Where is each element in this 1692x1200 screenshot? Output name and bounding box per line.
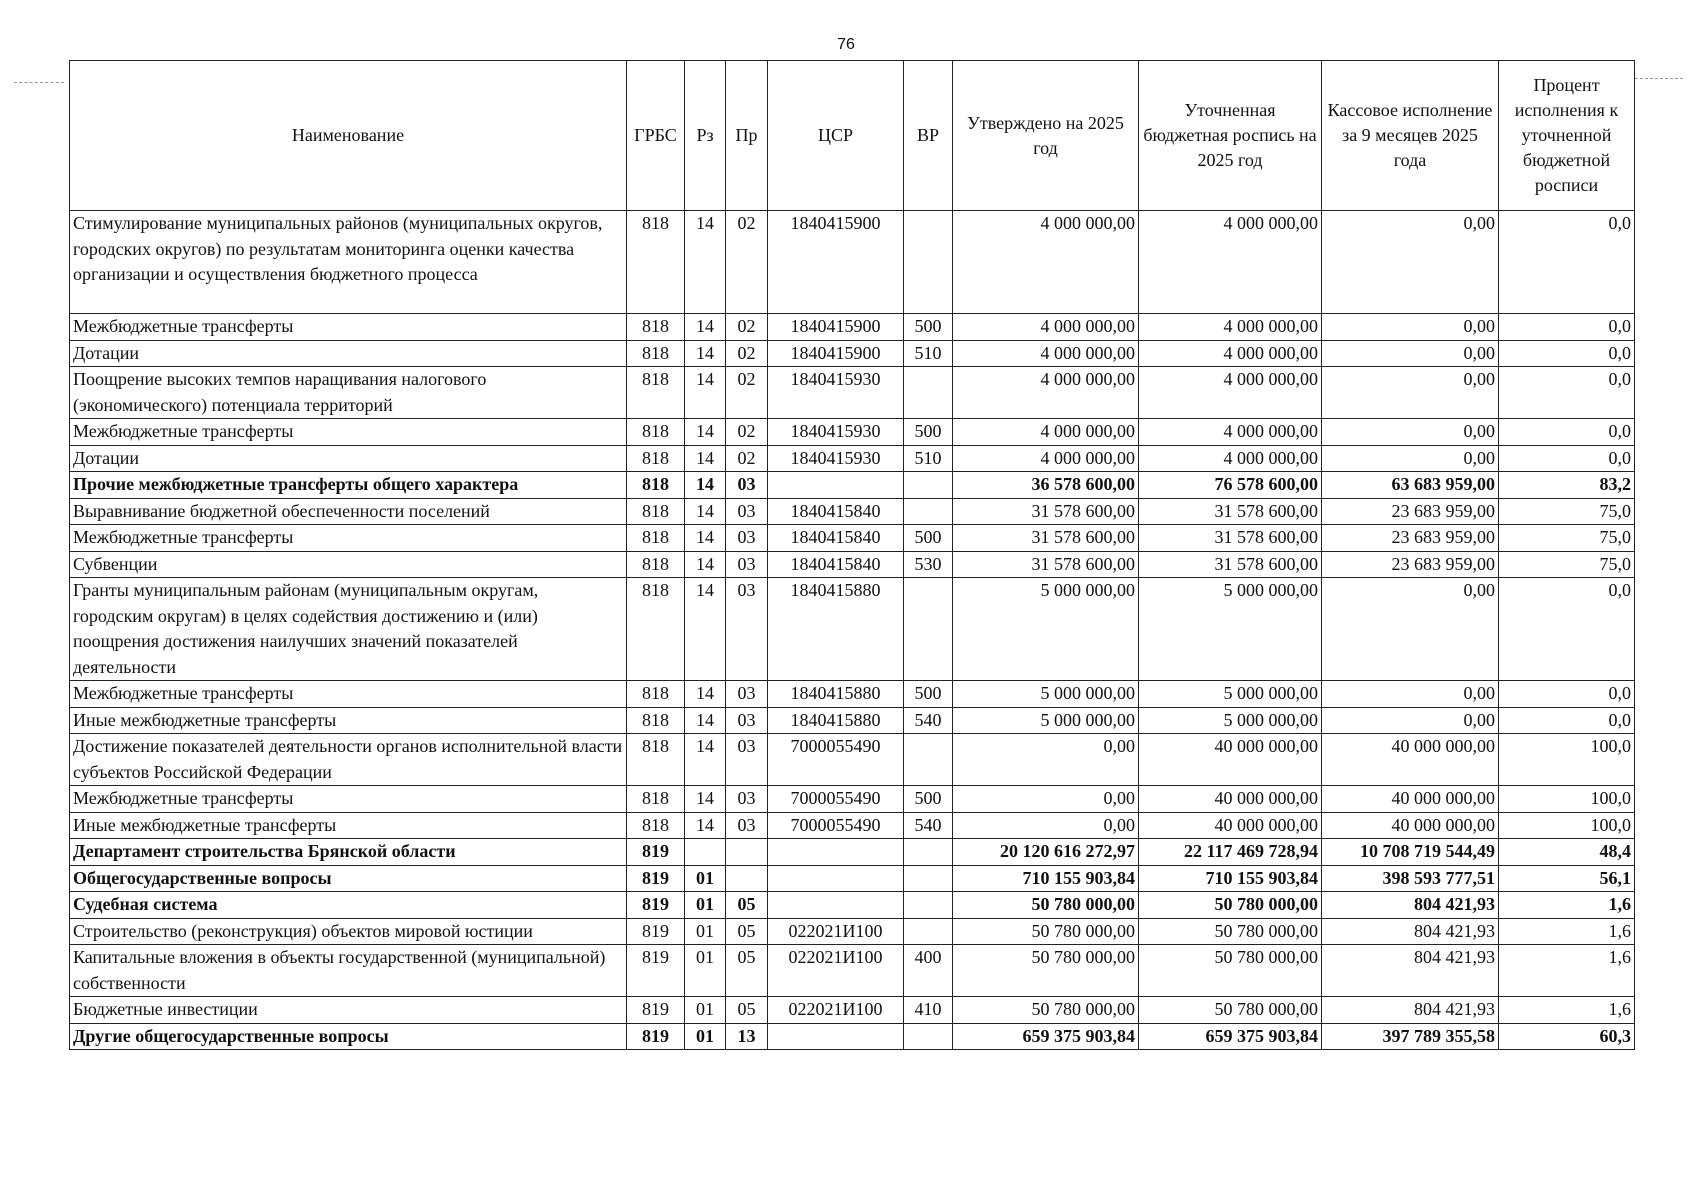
cell-refined: 22 117 469 728,94 xyxy=(1139,839,1322,866)
cell-percent: 75,0 xyxy=(1499,525,1635,552)
cell-cash: 804 421,93 xyxy=(1322,892,1499,919)
page-number: 76 xyxy=(837,36,855,53)
cell-approved: 20 120 616 272,97 xyxy=(953,839,1139,866)
cell-vr: 500 xyxy=(904,525,953,552)
cell-cash: 40 000 000,00 xyxy=(1322,734,1499,786)
cell-vr xyxy=(904,892,953,919)
cell-rz: 14 xyxy=(685,498,726,525)
table-header-row xyxy=(70,61,1635,211)
cell-pr: 02 xyxy=(726,367,768,419)
scan-mark xyxy=(1635,78,1683,80)
cell-refined: 4 000 000,00 xyxy=(1139,367,1322,419)
cell-rz: 01 xyxy=(685,918,726,945)
cell-grbs: 819 xyxy=(627,1023,685,1050)
cell-percent: 0,0 xyxy=(1499,681,1635,708)
cell-rz: 14 xyxy=(685,681,726,708)
cell-cash: 0,00 xyxy=(1322,578,1499,681)
cell-pr: 13 xyxy=(726,1023,768,1050)
cell-csr: 7000055490 xyxy=(768,786,904,813)
cell-csr: 7000055490 xyxy=(768,734,904,786)
cell-pr: 02 xyxy=(726,419,768,446)
cell-refined: 50 780 000,00 xyxy=(1139,945,1322,997)
header-percent: Процент исполнения к уточненной бюджетной росписи xyxy=(1499,61,1635,211)
cell-grbs: 819 xyxy=(627,997,685,1024)
cell-cash: 0,00 xyxy=(1322,445,1499,472)
header-csr: ЦСР xyxy=(768,61,904,211)
cell-vr xyxy=(904,367,953,419)
cell-refined: 659 375 903,84 xyxy=(1139,1023,1322,1050)
cell-grbs: 818 xyxy=(627,525,685,552)
cell-pr: 03 xyxy=(726,551,768,578)
table-row xyxy=(70,892,1635,919)
cell-rz: 14 xyxy=(685,707,726,734)
cell-percent: 0,0 xyxy=(1499,367,1635,419)
header-approved: Утверждено на 2025 год xyxy=(953,61,1139,211)
cell-vr: 500 xyxy=(904,314,953,341)
table-row xyxy=(70,314,1635,341)
cell-refined: 40 000 000,00 xyxy=(1139,786,1322,813)
header-name: Наименование xyxy=(70,61,627,211)
cell-vr: 500 xyxy=(904,786,953,813)
cell-refined: 40 000 000,00 xyxy=(1139,812,1322,839)
cell-grbs: 818 xyxy=(627,707,685,734)
cell-pr: 03 xyxy=(726,498,768,525)
cell-grbs: 818 xyxy=(627,786,685,813)
cell-pr: 02 xyxy=(726,211,768,314)
header-cash: Кассовое исполнение за 9 месяцев 2025 года xyxy=(1322,61,1499,211)
cell-name: Межбюджетные трансферты xyxy=(70,786,627,813)
cell-csr: 022021И100 xyxy=(768,997,904,1024)
cell-approved: 50 780 000,00 xyxy=(953,997,1139,1024)
cell-cash: 0,00 xyxy=(1322,707,1499,734)
cell-name: Субвенции xyxy=(70,551,627,578)
cell-csr: 1840415900 xyxy=(768,314,904,341)
cell-percent: 75,0 xyxy=(1499,498,1635,525)
cell-csr xyxy=(768,865,904,892)
cell-csr: 1840415840 xyxy=(768,525,904,552)
table-row xyxy=(70,525,1635,552)
cell-rz: 01 xyxy=(685,892,726,919)
cell-pr: 05 xyxy=(726,997,768,1024)
cell-refined: 4 000 000,00 xyxy=(1139,314,1322,341)
cell-pr: 05 xyxy=(726,945,768,997)
cell-approved: 0,00 xyxy=(953,734,1139,786)
table-row xyxy=(70,865,1635,892)
cell-name: Иные межбюджетные трансферты xyxy=(70,707,627,734)
cell-rz: 14 xyxy=(685,786,726,813)
cell-vr: 530 xyxy=(904,551,953,578)
cell-vr: 410 xyxy=(904,997,953,1024)
table-row xyxy=(70,918,1635,945)
cell-vr: 500 xyxy=(904,681,953,708)
cell-percent: 1,6 xyxy=(1499,997,1635,1024)
cell-percent: 1,6 xyxy=(1499,945,1635,997)
cell-name: Прочие межбюджетные трансферты общего характера xyxy=(70,472,627,499)
cell-approved: 4 000 000,00 xyxy=(953,445,1139,472)
cell-rz: 14 xyxy=(685,472,726,499)
cell-grbs: 819 xyxy=(627,918,685,945)
cell-vr: 510 xyxy=(904,445,953,472)
cell-cash: 23 683 959,00 xyxy=(1322,498,1499,525)
table-row xyxy=(70,367,1635,419)
cell-grbs: 818 xyxy=(627,498,685,525)
cell-cash: 397 789 355,58 xyxy=(1322,1023,1499,1050)
cell-name: Иные межбюджетные трансферты xyxy=(70,812,627,839)
cell-csr xyxy=(768,839,904,866)
cell-pr: 02 xyxy=(726,445,768,472)
cell-refined: 50 780 000,00 xyxy=(1139,997,1322,1024)
cell-refined: 710 155 903,84 xyxy=(1139,865,1322,892)
cell-refined: 5 000 000,00 xyxy=(1139,578,1322,681)
cell-vr: 540 xyxy=(904,812,953,839)
cell-rz: 01 xyxy=(685,945,726,997)
cell-percent: 100,0 xyxy=(1499,786,1635,813)
cell-pr: 03 xyxy=(726,812,768,839)
cell-pr: 02 xyxy=(726,340,768,367)
cell-csr: 1840415930 xyxy=(768,419,904,446)
cell-refined: 50 780 000,00 xyxy=(1139,892,1322,919)
cell-percent: 100,0 xyxy=(1499,734,1635,786)
cell-approved: 0,00 xyxy=(953,812,1139,839)
cell-rz: 14 xyxy=(685,812,726,839)
budget-table xyxy=(69,60,1635,1050)
cell-csr: 1840415880 xyxy=(768,681,904,708)
cell-csr: 1840415880 xyxy=(768,707,904,734)
cell-grbs: 819 xyxy=(627,892,685,919)
cell-rz: 14 xyxy=(685,314,726,341)
cell-percent: 75,0 xyxy=(1499,551,1635,578)
cell-approved: 5 000 000,00 xyxy=(953,681,1139,708)
table-row xyxy=(70,551,1635,578)
cell-pr: 03 xyxy=(726,681,768,708)
cell-approved: 0,00 xyxy=(953,786,1139,813)
cell-cash: 804 421,93 xyxy=(1322,918,1499,945)
cell-refined: 31 578 600,00 xyxy=(1139,551,1322,578)
cell-cash: 398 593 777,51 xyxy=(1322,865,1499,892)
cell-grbs: 818 xyxy=(627,340,685,367)
cell-cash: 40 000 000,00 xyxy=(1322,812,1499,839)
cell-percent: 0,0 xyxy=(1499,578,1635,681)
cell-csr: 1840415840 xyxy=(768,498,904,525)
cell-cash: 0,00 xyxy=(1322,211,1499,314)
cell-rz xyxy=(685,839,726,866)
cell-cash: 0,00 xyxy=(1322,419,1499,446)
cell-approved: 659 375 903,84 xyxy=(953,1023,1139,1050)
cell-grbs: 818 xyxy=(627,812,685,839)
cell-csr: 1840415900 xyxy=(768,211,904,314)
cell-csr: 022021И100 xyxy=(768,918,904,945)
cell-rz: 14 xyxy=(685,445,726,472)
cell-cash: 804 421,93 xyxy=(1322,945,1499,997)
cell-name: Стимулирование муниципальных районов (муниципальных округов, городских округов) по результатам мониторинга оценки качества организации и осуществления бюджетного процесса xyxy=(70,211,627,314)
cell-vr: 540 xyxy=(904,707,953,734)
cell-percent: 0,0 xyxy=(1499,445,1635,472)
cell-csr: 1840415880 xyxy=(768,578,904,681)
cell-percent: 1,6 xyxy=(1499,918,1635,945)
cell-refined: 4 000 000,00 xyxy=(1139,419,1322,446)
cell-name: Межбюджетные трансферты xyxy=(70,314,627,341)
cell-rz: 14 xyxy=(685,551,726,578)
cell-csr: 1840415840 xyxy=(768,551,904,578)
cell-percent: 83,2 xyxy=(1499,472,1635,499)
cell-pr xyxy=(726,839,768,866)
cell-approved: 31 578 600,00 xyxy=(953,551,1139,578)
header-vr: ВР xyxy=(904,61,953,211)
cell-name: Строительство (реконструкция) объектов мировой юстиции xyxy=(70,918,627,945)
cell-rz: 14 xyxy=(685,734,726,786)
cell-pr: 03 xyxy=(726,578,768,681)
table-row xyxy=(70,340,1635,367)
cell-name: Бюджетные инвестиции xyxy=(70,997,627,1024)
cell-rz: 14 xyxy=(685,211,726,314)
cell-pr: 03 xyxy=(726,734,768,786)
cell-name: Дотации xyxy=(70,340,627,367)
cell-approved: 4 000 000,00 xyxy=(953,211,1139,314)
cell-grbs: 818 xyxy=(627,211,685,314)
cell-percent: 48,4 xyxy=(1499,839,1635,866)
cell-rz: 01 xyxy=(685,1023,726,1050)
cell-cash: 63 683 959,00 xyxy=(1322,472,1499,499)
cell-percent: 0,0 xyxy=(1499,707,1635,734)
cell-refined: 4 000 000,00 xyxy=(1139,445,1322,472)
table-row xyxy=(70,1023,1635,1050)
cell-vr xyxy=(904,734,953,786)
cell-csr: 1840415900 xyxy=(768,340,904,367)
cell-name: Межбюджетные трансферты xyxy=(70,681,627,708)
cell-approved: 5 000 000,00 xyxy=(953,707,1139,734)
cell-name: Департамент строительства Брянской области xyxy=(70,839,627,866)
table-row xyxy=(70,707,1635,734)
cell-vr xyxy=(904,472,953,499)
cell-grbs: 818 xyxy=(627,419,685,446)
cell-csr: 7000055490 xyxy=(768,812,904,839)
cell-refined: 50 780 000,00 xyxy=(1139,918,1322,945)
cell-vr xyxy=(904,498,953,525)
cell-approved: 710 155 903,84 xyxy=(953,865,1139,892)
cell-cash: 23 683 959,00 xyxy=(1322,525,1499,552)
header-rz: Рз xyxy=(685,61,726,211)
cell-pr: 02 xyxy=(726,314,768,341)
cell-rz: 01 xyxy=(685,865,726,892)
cell-approved: 50 780 000,00 xyxy=(953,918,1139,945)
cell-pr: 03 xyxy=(726,707,768,734)
cell-grbs: 818 xyxy=(627,681,685,708)
cell-grbs: 818 xyxy=(627,445,685,472)
cell-refined: 31 578 600,00 xyxy=(1139,525,1322,552)
cell-name: Дотации xyxy=(70,445,627,472)
cell-csr: 1840415930 xyxy=(768,445,904,472)
cell-vr: 500 xyxy=(904,419,953,446)
cell-percent: 0,0 xyxy=(1499,419,1635,446)
table-row xyxy=(70,211,1635,314)
cell-csr: 022021И100 xyxy=(768,945,904,997)
table-row xyxy=(70,997,1635,1024)
cell-grbs: 819 xyxy=(627,865,685,892)
table-row xyxy=(70,578,1635,681)
cell-cash: 23 683 959,00 xyxy=(1322,551,1499,578)
cell-pr xyxy=(726,865,768,892)
table-row xyxy=(70,472,1635,499)
cell-refined: 4 000 000,00 xyxy=(1139,211,1322,314)
cell-csr xyxy=(768,1023,904,1050)
cell-approved: 4 000 000,00 xyxy=(953,367,1139,419)
cell-cash: 804 421,93 xyxy=(1322,997,1499,1024)
cell-approved: 50 780 000,00 xyxy=(953,945,1139,997)
cell-grbs: 818 xyxy=(627,551,685,578)
cell-percent: 0,0 xyxy=(1499,211,1635,314)
cell-rz: 14 xyxy=(685,525,726,552)
cell-name: Общегосударственные вопросы xyxy=(70,865,627,892)
cell-name: Выравнивание бюджетной обеспеченности поселений xyxy=(70,498,627,525)
cell-name: Межбюджетные трансферты xyxy=(70,419,627,446)
cell-percent: 100,0 xyxy=(1499,812,1635,839)
cell-grbs: 819 xyxy=(627,945,685,997)
cell-percent: 1,6 xyxy=(1499,892,1635,919)
cell-cash: 0,00 xyxy=(1322,367,1499,419)
table-row xyxy=(70,734,1635,786)
cell-name: Судебная система xyxy=(70,892,627,919)
table-row xyxy=(70,681,1635,708)
cell-grbs: 818 xyxy=(627,314,685,341)
cell-grbs: 819 xyxy=(627,839,685,866)
cell-approved: 31 578 600,00 xyxy=(953,498,1139,525)
table-row xyxy=(70,812,1635,839)
cell-vr xyxy=(904,918,953,945)
cell-name: Поощрение высоких темпов наращивания налогового (экономического) потенциала территорий xyxy=(70,367,627,419)
table-row xyxy=(70,839,1635,866)
cell-rz: 14 xyxy=(685,578,726,681)
cell-percent: 60,3 xyxy=(1499,1023,1635,1050)
cell-name: Другие общегосударственные вопросы xyxy=(70,1023,627,1050)
cell-vr xyxy=(904,839,953,866)
cell-refined: 76 578 600,00 xyxy=(1139,472,1322,499)
cell-pr: 03 xyxy=(726,525,768,552)
cell-grbs: 818 xyxy=(627,578,685,681)
cell-percent: 0,0 xyxy=(1499,340,1635,367)
cell-pr: 03 xyxy=(726,786,768,813)
scan-mark xyxy=(14,82,64,84)
cell-approved: 4 000 000,00 xyxy=(953,419,1139,446)
cell-vr xyxy=(904,578,953,681)
cell-grbs: 818 xyxy=(627,734,685,786)
cell-rz: 01 xyxy=(685,997,726,1024)
header-refined: Уточненная бюджетная роспись на 2025 год xyxy=(1139,61,1322,211)
cell-approved: 4 000 000,00 xyxy=(953,314,1139,341)
cell-pr: 05 xyxy=(726,918,768,945)
cell-approved: 5 000 000,00 xyxy=(953,578,1139,681)
cell-csr xyxy=(768,892,904,919)
cell-refined: 4 000 000,00 xyxy=(1139,340,1322,367)
table-row xyxy=(70,419,1635,446)
cell-percent: 56,1 xyxy=(1499,865,1635,892)
cell-refined: 40 000 000,00 xyxy=(1139,734,1322,786)
cell-approved: 50 780 000,00 xyxy=(953,892,1139,919)
header-pr: Пр xyxy=(726,61,768,211)
cell-name: Межбюджетные трансферты xyxy=(70,525,627,552)
cell-refined: 5 000 000,00 xyxy=(1139,707,1322,734)
cell-grbs: 818 xyxy=(627,472,685,499)
cell-vr xyxy=(904,865,953,892)
cell-percent: 0,0 xyxy=(1499,314,1635,341)
cell-approved: 4 000 000,00 xyxy=(953,340,1139,367)
cell-grbs: 818 xyxy=(627,367,685,419)
table-row xyxy=(70,498,1635,525)
table-row xyxy=(70,786,1635,813)
cell-name: Капитальные вложения в объекты государственной (муниципальной) собственности xyxy=(70,945,627,997)
cell-rz: 14 xyxy=(685,367,726,419)
cell-refined: 31 578 600,00 xyxy=(1139,498,1322,525)
cell-vr xyxy=(904,211,953,314)
cell-cash: 40 000 000,00 xyxy=(1322,786,1499,813)
cell-cash: 0,00 xyxy=(1322,681,1499,708)
cell-name: Достижение показателей деятельности органов исполнительной власти субъектов Российской Федерации xyxy=(70,734,627,786)
cell-approved: 36 578 600,00 xyxy=(953,472,1139,499)
cell-pr: 05 xyxy=(726,892,768,919)
cell-csr xyxy=(768,472,904,499)
cell-rz: 14 xyxy=(685,340,726,367)
cell-cash: 10 708 719 544,49 xyxy=(1322,839,1499,866)
cell-cash: 0,00 xyxy=(1322,340,1499,367)
cell-pr: 03 xyxy=(726,472,768,499)
cell-vr: 400 xyxy=(904,945,953,997)
table-row xyxy=(70,445,1635,472)
cell-approved: 31 578 600,00 xyxy=(953,525,1139,552)
cell-vr xyxy=(904,1023,953,1050)
cell-vr: 510 xyxy=(904,340,953,367)
header-grbs: ГРБС xyxy=(627,61,685,211)
cell-rz: 14 xyxy=(685,419,726,446)
cell-refined: 5 000 000,00 xyxy=(1139,681,1322,708)
cell-csr: 1840415930 xyxy=(768,367,904,419)
cell-name: Гранты муниципальным районам (муниципальным округам, городским округам) в целях содействия достижению и (или) поощрения достижения наилучших значений показателей деятельности xyxy=(70,578,627,681)
table-row xyxy=(70,945,1635,997)
cell-cash: 0,00 xyxy=(1322,314,1499,341)
